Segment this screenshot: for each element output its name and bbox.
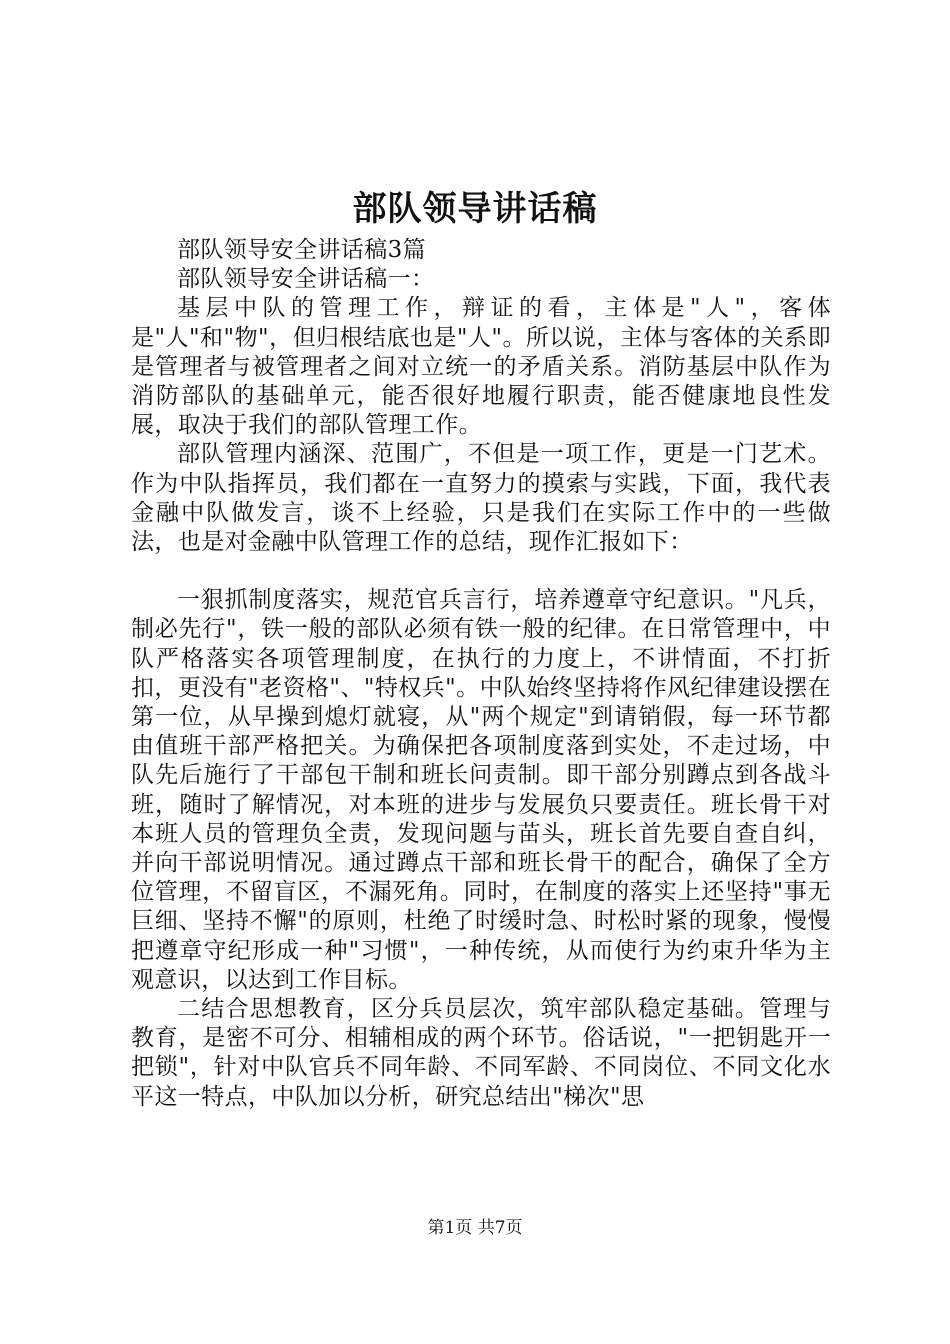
section-heading-paragraph: 部队领导安全讲话稿一： <box>177 266 435 293</box>
body-paragraph-intro: 基层中队的管理工作，辩证的看，主体是"人"，客体是"人"和"物"，但归根结底也是"人"。所以说，主体与客体的关系即是管理者与被管理者之间对立统一的矛盾关系。消防基层中队作为消防部队的基础单元，能否很好地履行职责，能否健康地良性发展，取决于我们的部队管理工作。 <box>131 295 831 439</box>
document-title: 部队领导讲话稿 <box>352 189 598 229</box>
body-paragraph-overview: 部队管理内涵深、范围广，不但是一项工作，更是一门艺术。作为中队指挥员，我们都在一直努力的摸索与实践，下面，我代表金融中队做发言，谈不上经验，只是我们在实际工作中的一些做法，也是对金融中队管理工作的总结，现作汇报如下： <box>131 441 831 556</box>
subtitle-paragraph: 部队领导安全讲话稿3篇 <box>177 237 427 263</box>
document-body <box>131 236 831 1112</box>
body-paragraph-point-two: 二结合思想教育，区分兵员层次，筑牢部队稳定基础。管理与教育，是密不可分、相辅相成的两个环节。俗话说，"一把钥匙开一把锁"，针对中队官兵不同年龄、不同军龄、不同岗位、不同文化水平这一特点，中队加以分析，研究总结出"梯次"思 <box>131 996 831 1110</box>
page-number-footer: 第1页 共7页 <box>427 1218 523 1238</box>
body-paragraph-point-one: 一狠抓制度落实，规范官兵言行，培养遵章守纪意识。"凡兵，制必先行"，铁一般的部队必须有铁一般的纪律。在日常管理中，中队严格落实各项管理制度，在执行的力度上，不讲情面，不打折扣，更没有"老资格"、"特权兵"。中队始终坚持将作风纪律建设摆在第一位，从早操到熄灯就寝，从"两个规定"到请销假，每一环节都由值班干部严格把关。为确保把各项制度落到实处，不走过场，中队先后施行了干部包干制和班长问责制。即干部分别蹲点到各战斗班，随时了解情况，对本班的进步与发展负只要责任。班长骨干对本班人员的管理负全责，发现问题与苗头，班长首先要自查自纠，并向干部说明情况。通过蹲点干部和班长骨干的配合，确保了全方位管理，不留盲区，不漏死角。同时，在制度的落实上还坚持"事无巨细、坚持不懈"的原则，杜绝了时缓时急、时松时紧的现象，慢慢把遵章守纪形成一种"习惯"，一种传统，从而使行为约束升华为主观意识，以达到工作目标。 <box>131 587 831 993</box>
